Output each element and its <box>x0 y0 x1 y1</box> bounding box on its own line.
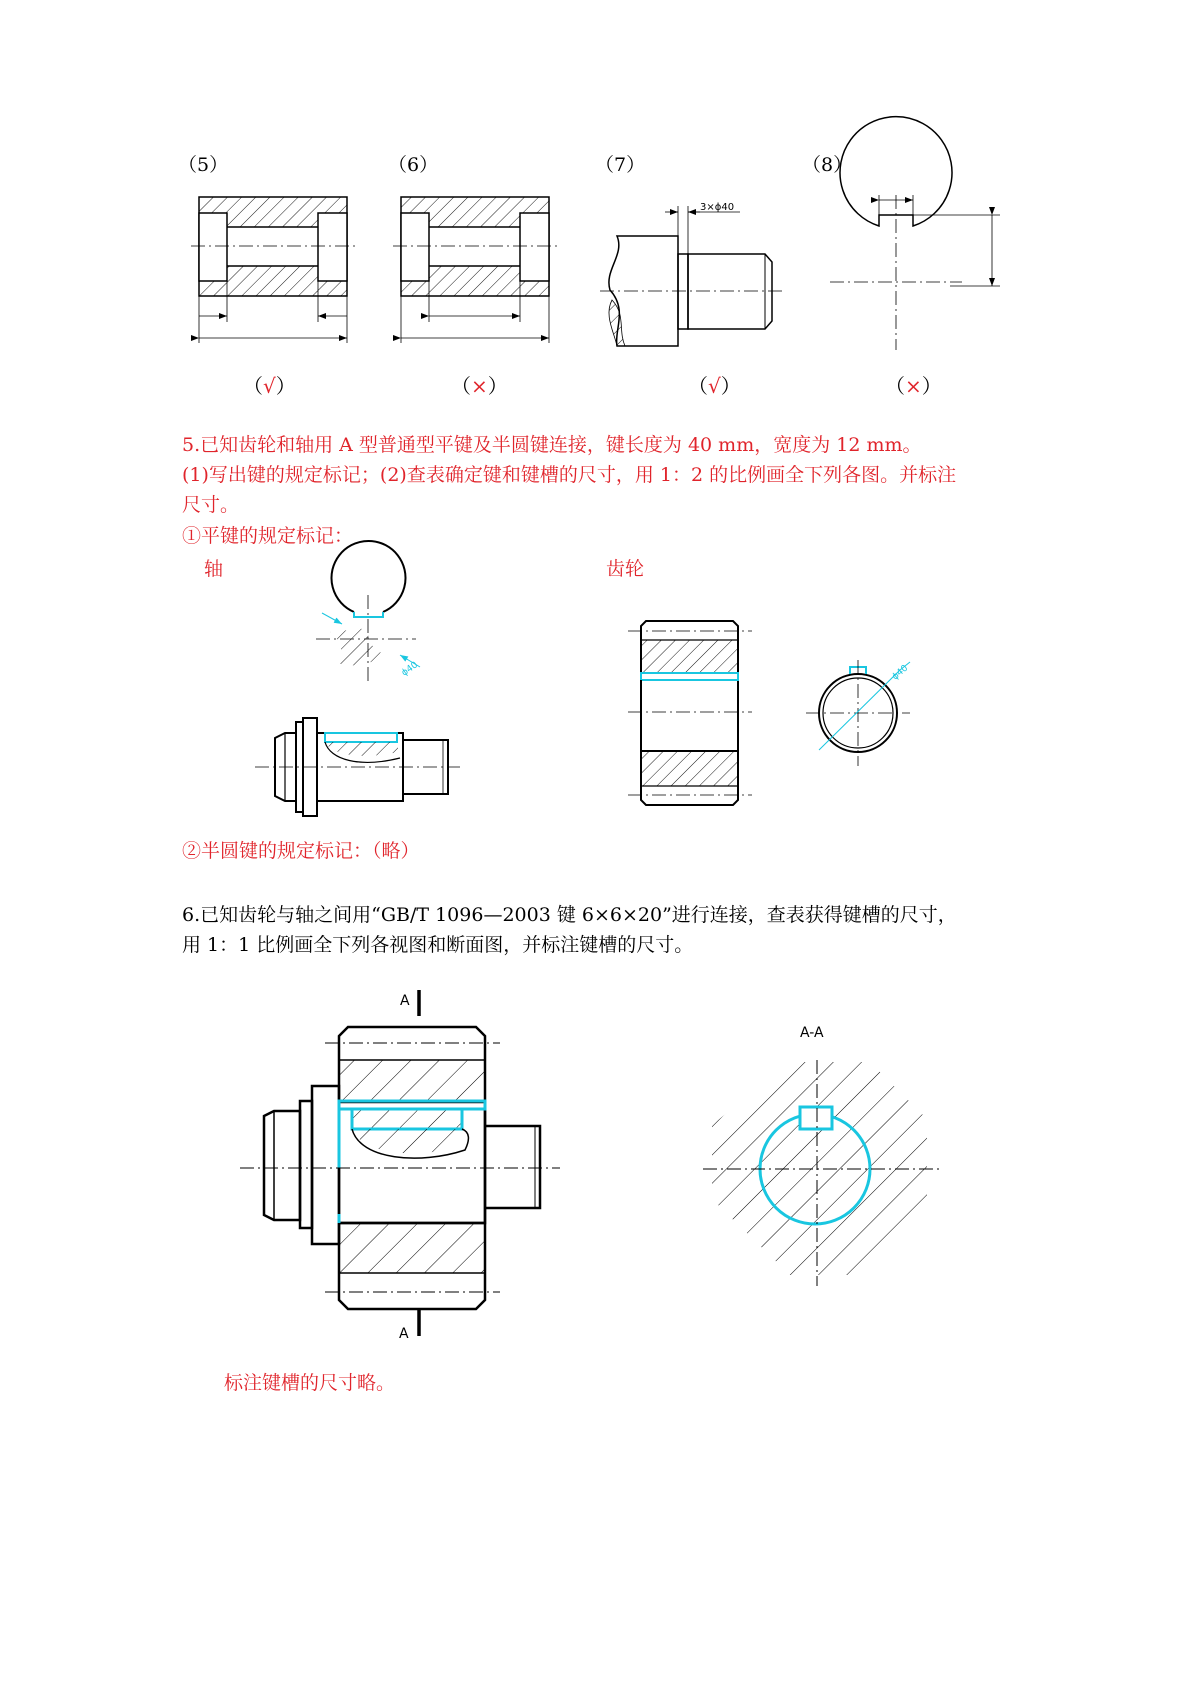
answer-6: （×） <box>451 374 508 398</box>
figure-label-6: （6） <box>388 154 439 176</box>
figure-6-drawing <box>393 197 557 343</box>
q5-line-2: (1)写出键的规定标记；(2)查表确定键和键槽的尺寸，用 1：2 的比例画全下列各图。并标注 <box>182 464 957 486</box>
q6-line-2: 用 1：1 比例画全下列各视图和断面图，并标注键槽的尺寸。 <box>182 934 694 956</box>
q5-label-gear: 齿轮 <box>606 558 645 580</box>
q5-line-5: ②半圆键的规定标记：（略） <box>182 840 420 862</box>
figure-7-dimension: 3×ϕ40 <box>700 202 735 213</box>
q6-section-aa <box>700 1050 943 1290</box>
answer-6-mark: × <box>471 374 488 398</box>
q5-line-1: 5.已知齿轮和轴用 A 型普通型平键及半圆键连接，键长度为 40 mm，宽度为 12 mm。 <box>182 434 922 456</box>
q5-line-3: 尺寸。 <box>182 494 240 516</box>
figure-label-8: （8） <box>802 154 853 176</box>
section-mark-top: A <box>400 993 410 1009</box>
answer-8: （×） <box>885 374 942 398</box>
q5-label-shaft: 轴 <box>204 558 224 580</box>
section-mark-bottom: A <box>399 1326 409 1342</box>
figure-label-7: （7） <box>595 154 646 176</box>
q5-shaft-section <box>316 541 420 683</box>
figure-5-drawing <box>191 197 355 343</box>
q6-note: 标注键槽的尺寸略。 <box>224 1372 396 1394</box>
answer-5-mark: √ <box>263 374 276 398</box>
q5-line-4: ①平键的规定标记： <box>182 525 354 547</box>
section-title: A-A <box>800 1025 824 1041</box>
q5-shaft-view <box>255 718 460 816</box>
q5-gear-dimension: ϕ40 <box>890 663 911 683</box>
answer-7-mark: √ <box>708 374 721 398</box>
answer-5: （√） <box>243 374 296 398</box>
q5-gear-view <box>628 621 752 805</box>
q6-assembly-view <box>240 990 560 1336</box>
figure-8-drawing <box>830 117 1000 350</box>
q5-shaft-dimension: ϕ40 <box>399 660 420 679</box>
answer-7: （√） <box>688 374 741 398</box>
figure-label-5: （5） <box>178 154 229 176</box>
answer-8-mark: × <box>905 374 922 398</box>
figure-7-drawing <box>600 206 785 346</box>
q6-line-1: 6.已知齿轮与轴之间用“GB/T 1096—2003 键 6×6×20”进行连接，查表获得键槽的尺寸， <box>182 904 957 926</box>
